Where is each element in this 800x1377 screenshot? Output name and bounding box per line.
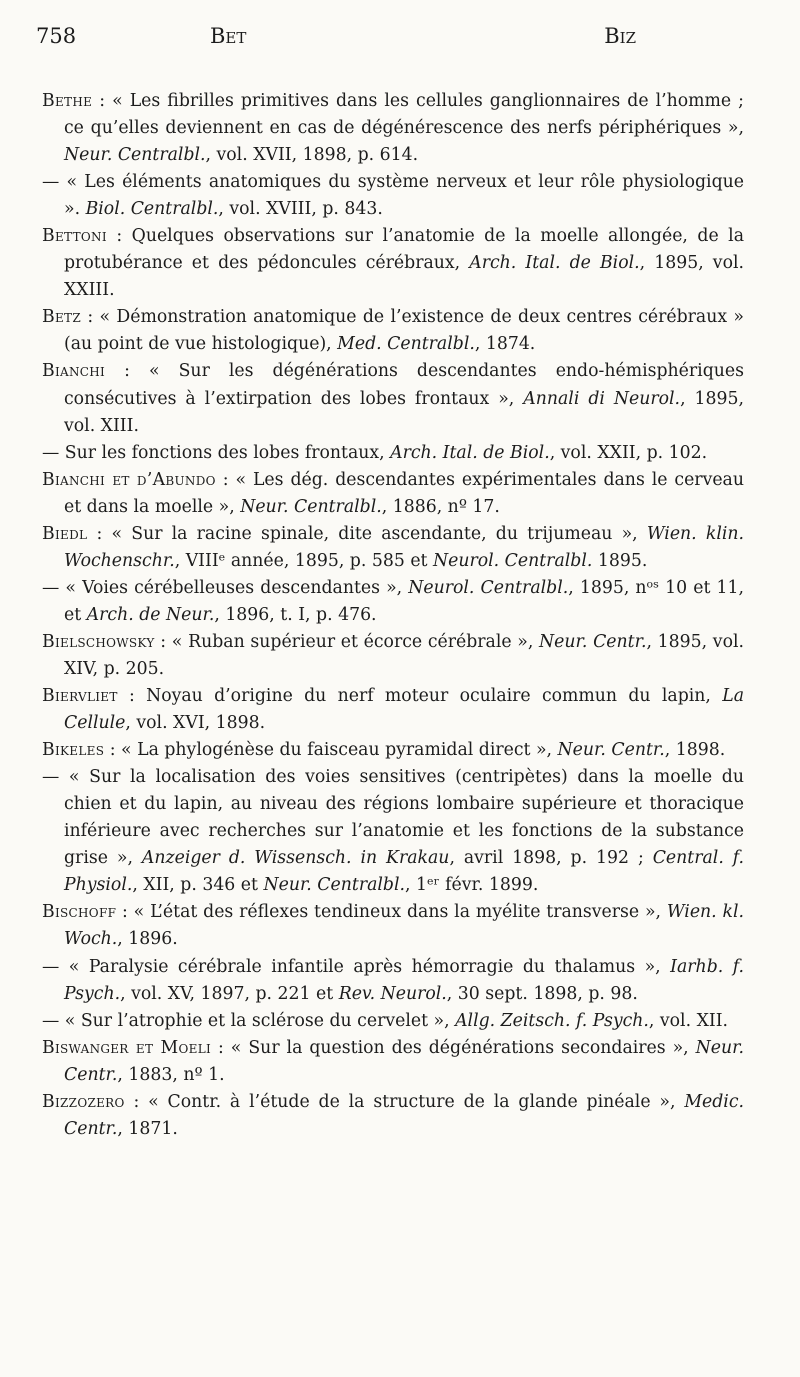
bibliography-entry	[42, 304, 744, 358]
entry-text: — « Sur la localisation des voies sensitives (centripètes) dans la moelle du chien et du lapin, au niveau des régions lombaire supérieure et thoracique inférieure avec recherches sur l’anatomie et les fonctions de la substance grise »,	[42, 767, 744, 869]
entry-text: : « Contr. à l’étude de la structure de la glande pinéale »,	[124, 1091, 685, 1112]
entry-journal: Iarhb. f. Psych.	[64, 956, 745, 1004]
entry-journal: Central. f. Physiol.	[64, 848, 745, 896]
entry-text: : « Ruban supérieur et écorce cérébrale »,	[154, 631, 540, 652]
bibliography-entry	[42, 1035, 744, 1089]
bibliography-entry	[42, 629, 744, 683]
bibliography-entry	[42, 467, 744, 521]
entry-text: : Quelques observations sur l’anatomie de la moelle allongée, de la protubérance et des pédoncules cérébraux,	[64, 226, 744, 274]
entry-journal: Neur. Centralbl.	[263, 875, 405, 896]
entry-text: , vol. XVI, 1898.	[125, 713, 266, 734]
entry-author: Bikeles	[42, 740, 105, 761]
bibliography-entry	[42, 954, 744, 1008]
entry-text: : « La phylogénèse du faisceau pyramidal direct »,	[104, 740, 558, 761]
entry-journal: La Cellule	[64, 686, 744, 734]
entry-text: , 1874.	[474, 334, 536, 355]
entry-author: Betz	[42, 307, 82, 328]
page-number: 758	[36, 24, 77, 48]
entry-text: — « Paralysie cérébrale infantile après hémorragie du thalamus »,	[42, 956, 671, 977]
entry-text: — « Voies cérébelleuses descendantes »,	[42, 577, 409, 598]
bibliography-entry	[42, 223, 744, 304]
entry-text: : Noyau d’origine du nerf moteur oculaire commun du lapin,	[117, 686, 723, 707]
entry-text: — « Sur l’atrophie et la sclérose du cervelet »,	[42, 1010, 456, 1031]
bibliography-entry	[42, 764, 744, 899]
bibliography-entry	[42, 358, 744, 439]
entry-text: , avril 1898, p. 192 ;	[449, 848, 653, 869]
bibliography-entry	[42, 440, 744, 467]
entry-author: Bianchi et d’Abundo	[42, 469, 216, 490]
entry-text: , 1895, nᵒˢ 10 et 11, et	[64, 577, 744, 625]
header-right-title: Biz	[604, 24, 636, 48]
entry-text: : « Sur la racine spinale, dite ascendante, du trijumeau »,	[87, 523, 647, 544]
bibliography-entry	[42, 1008, 744, 1035]
entry-text: , 1896.	[117, 929, 178, 950]
entry-journal: Arch. Ital. de Biol.	[469, 253, 640, 274]
entry-journal: Neurol. Centralbl.	[408, 577, 569, 598]
entry-journal: Neur. Centr.	[64, 1037, 744, 1085]
entry-text: , 1871.	[117, 1118, 178, 1139]
entry-text: , 1896, t. I, p. 476.	[214, 604, 377, 625]
entry-text: , 1883, nº 1.	[117, 1064, 225, 1085]
entry-journal: Wien. klin. Wochenschr.	[64, 523, 744, 571]
bibliography-entry	[42, 1089, 744, 1143]
entry-text: , 1898.	[664, 740, 726, 761]
entry-text: : « Les dég. descendantes expérimentales dans le cerveau et dans la moelle »,	[64, 469, 744, 517]
entry-text: , VIIIᵉ année, 1895, p. 585 et	[174, 550, 433, 571]
entry-text: , XII, p. 346 et	[132, 875, 264, 896]
entry-journal: Neurol. Centralbl.	[433, 550, 593, 571]
entry-journal: Arch. Ital. de Biol.	[390, 442, 550, 463]
entry-text: : « Démonstration anatomique de l’existence de deux centres cérébraux » (au point de vue histologique),	[64, 307, 744, 355]
entry-author: Bethe	[42, 91, 93, 111]
entry-journal: Annali di Neurol.	[523, 388, 681, 409]
running-header	[36, 24, 764, 56]
entry-text: : « L’état des réflexes tendineux dans la myélite transverse »,	[116, 902, 667, 923]
bibliography-entry	[42, 521, 744, 575]
entry-journal: Arch. de Neur.	[86, 604, 215, 625]
entry-journal: Allg. Zeitsch. f. Psych.	[455, 1010, 649, 1031]
bibliography-entry	[42, 683, 744, 737]
entry-journal: Wien. kl. Woch.	[64, 902, 744, 950]
entry-text: — « Les éléments anatomiques du système nerveux et leur rôle physiologique ».	[42, 172, 744, 220]
entry-text: , 1886, nº 17.	[381, 496, 500, 517]
entry-text: : « Sur les dégénérations descendantes endo-hémisphériques consécutives à l’extirpation des lobes frontaux »,	[64, 361, 744, 409]
entry-text: , 1895, vol. XIV, p. 205.	[64, 631, 744, 679]
entry-text: : « Les fibrilles primitives dans les cellules ganglionnaires de l’homme ; ce qu’elles deviennent en cas de dégénérescence des nerfs périphériques »,	[64, 91, 744, 139]
entry-journal: Rev. Neurol.	[338, 983, 447, 1004]
entry-text: , 30 sept. 1898, p. 98.	[446, 983, 638, 1004]
entry-text: , 1ᵉʳ févr. 1899.	[405, 875, 539, 896]
bibliography-entry	[42, 899, 744, 953]
entry-journal: Neur. Centralbl.	[64, 145, 206, 166]
entry-text: , 1895, vol. XXIII.	[64, 253, 744, 301]
entry-text: — Sur les fonctions des lobes frontaux,	[42, 442, 391, 463]
entry-journal: Med. Centralbl.	[337, 334, 475, 355]
entry-text: , vol. XVII, 1898, p. 614.	[205, 145, 419, 166]
entry-journal: Medic. Centr.	[64, 1091, 744, 1139]
entry-journal: Biol. Centralbl.	[85, 199, 219, 220]
entry-text: , vol. XII.	[648, 1010, 729, 1031]
entry-journal: Neur. Centr.	[557, 740, 665, 761]
entry-author: Bettoni	[42, 226, 107, 247]
entry-text: : « Sur la question des dégénérations secondaires »,	[211, 1037, 696, 1058]
bibliography-entry	[42, 575, 744, 629]
bibliography-entry	[42, 169, 744, 223]
entry-author: Bischoff	[42, 902, 117, 923]
entry-text: 1895.	[592, 550, 648, 571]
entry-journal: Neur. Centr.	[539, 631, 647, 652]
bibliography-entry	[42, 737, 744, 764]
entry-author: Biervliet	[42, 686, 118, 707]
entry-text: , vol. XV, 1897, p. 221 et	[120, 983, 339, 1004]
header-left-title: Bet	[210, 24, 247, 48]
entry-journal: Neur. Centralbl.	[240, 496, 382, 517]
entry-author: Bizzozero	[42, 1091, 125, 1112]
entry-text: , vol. XVIII, p. 843.	[218, 199, 383, 220]
entry-author: Biedl	[42, 523, 88, 544]
bibliography-entry	[42, 88, 744, 169]
entry-author: Bianchi	[42, 361, 106, 382]
entry-text: , vol. XXII, p. 102.	[549, 442, 708, 463]
entry-journal: Anzeiger d. Wissensch. in Krakau	[141, 848, 450, 869]
entry-text: , 1895, vol. XIII.	[64, 388, 744, 436]
entry-author: Biswanger et Moeli	[42, 1037, 212, 1058]
entry-author: Bielschowsky	[42, 631, 155, 652]
bibliography-list	[42, 88, 744, 1143]
